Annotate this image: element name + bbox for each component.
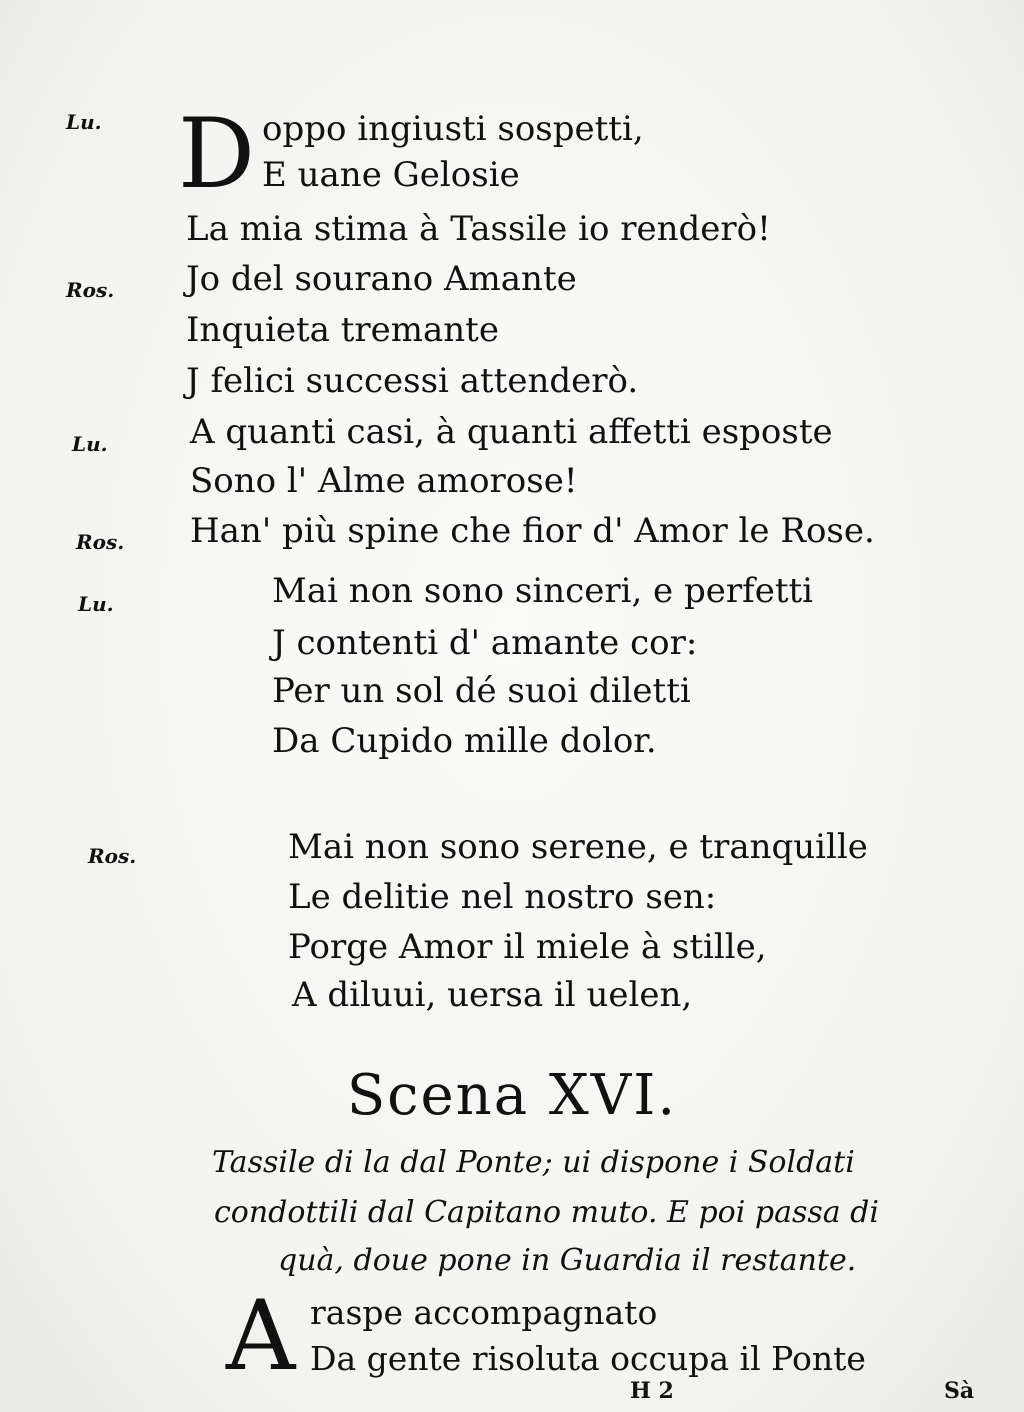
aria-line: Per un sol dé suoi diletti bbox=[272, 671, 691, 711]
verse-line: Da gente risoluta occupa il Ponte bbox=[310, 1339, 866, 1378]
speaker-label: Lu. bbox=[72, 432, 108, 456]
verse-line: J felici successi attenderò. bbox=[186, 361, 639, 401]
speaker-label: Lu. bbox=[66, 110, 102, 134]
aria-line: Le delitie nel nostro sen: bbox=[288, 877, 717, 917]
drop-capital: A bbox=[226, 1280, 296, 1392]
speaker-label: Ros. bbox=[76, 530, 125, 554]
stage-direction-line: quà, doue pone in Guardia il restante. bbox=[278, 1243, 857, 1278]
verse-line: Jo del sourano Amante bbox=[186, 259, 577, 299]
stage-direction-line: condottili dal Capitano muto. E poi passa di bbox=[214, 1195, 879, 1230]
speaker-label: Ros. bbox=[66, 278, 115, 302]
aria-line: J contenti d' amante cor: bbox=[272, 623, 698, 663]
scene-heading: Scena XVI. bbox=[346, 1063, 678, 1128]
verse-line: raspe accompagnato bbox=[310, 1293, 658, 1332]
verse-line: Sono l' Alme amorose! bbox=[190, 461, 578, 501]
speaker-label: Lu. bbox=[78, 592, 114, 616]
aria-line: Mai non sono sinceri, e perfetti bbox=[272, 571, 814, 611]
verse-line: La mia stima à Tassile io renderò! bbox=[186, 209, 771, 249]
aria-line: Mai non sono serene, e tranquille bbox=[288, 827, 868, 867]
verse-line: Inquieta tremante bbox=[186, 310, 499, 350]
stage-direction-line: Tassile di la dal Ponte; ui dispone i Soldati bbox=[212, 1145, 855, 1180]
aria-line: Porge Amor il miele à stille, bbox=[288, 927, 767, 967]
catchword: Sà bbox=[944, 1378, 975, 1404]
aria-line: A diluui, uersa il uelen, bbox=[292, 975, 693, 1015]
verse-line: oppo ingiusti sospetti, bbox=[262, 109, 644, 149]
verse-line: A quanti casi, à quanti affetti esposte bbox=[190, 412, 833, 452]
speaker-label: Ros. bbox=[88, 844, 137, 868]
page-signature: H 2 bbox=[630, 1378, 674, 1404]
aria-line: Da Cupido mille dolor. bbox=[272, 721, 657, 761]
verse-line: Han' più spine che fior d' Amor le Rose. bbox=[190, 511, 875, 551]
verse-line: E uane Gelosie bbox=[262, 155, 520, 195]
drop-capital: D bbox=[178, 98, 255, 210]
